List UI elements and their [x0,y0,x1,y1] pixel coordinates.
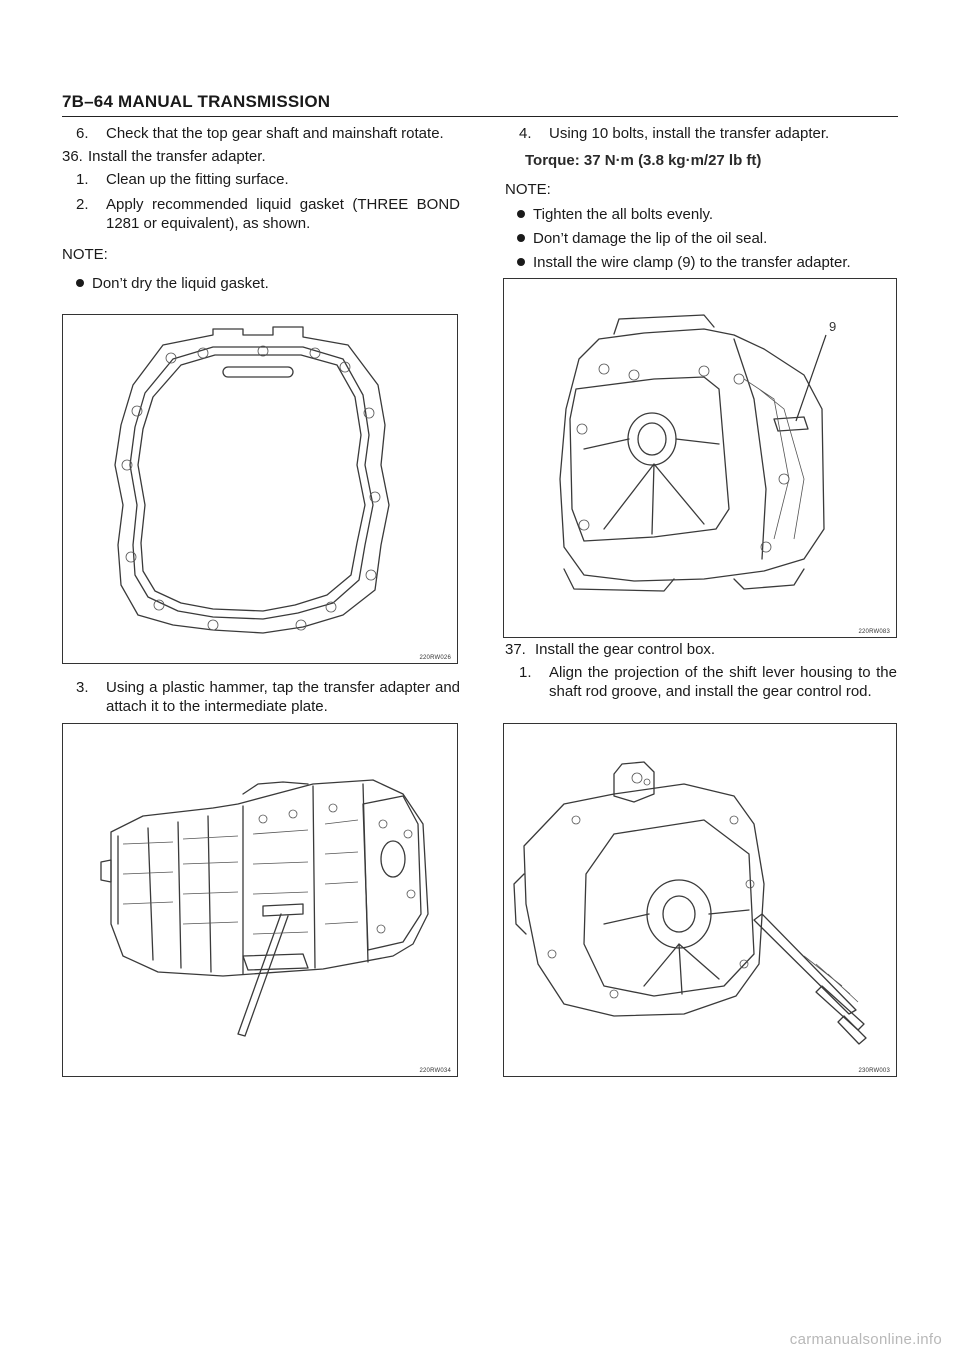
step-number: 1. [76,171,89,188]
step-number: 2. [76,196,89,213]
step-text: Using a plastic hammer, tap the transfer adapter and attach it to the intermediate plate. [106,679,460,715]
torque-spec: Torque: 37 N·m (3.8 kg·m/27 lb ft) [525,152,762,169]
step-number: 1. [519,664,532,681]
note-bullet [68,274,460,293]
step-text: Align the projection of the shift lever housing to the shaft rod groove, and install the gear control rod. [549,664,897,700]
page-title: 7B–64 MANUAL TRANSMISSION [62,92,331,111]
bullet-dot [517,258,525,266]
substep-1 [62,170,460,189]
step-37 [505,640,897,659]
bullet-dot [517,210,525,218]
figure-id: 220RW026 [419,655,451,661]
bullet-text: Don’t dry the liquid gasket. [92,275,269,292]
transmission-hammer-diagram [63,724,457,1076]
transfer-adapter-diagram [504,279,896,637]
step-number: 36. [62,148,83,165]
callout-9: 9 [829,319,837,334]
figure-id: 220RW083 [858,629,890,635]
figure-gear-control-box [503,723,897,1077]
figure-id: 220RW034 [419,1068,451,1074]
step-6 [62,124,460,143]
step-text: Install the transfer adapter. [88,148,266,165]
right-step-37-block [505,640,897,701]
note-bullet [509,229,897,248]
left-step-3-block [62,678,460,716]
substep-3 [62,678,460,716]
substep-1 [505,663,897,701]
step-text: Using 10 bolts, install the transfer adapter. [549,125,830,142]
bullet-dot [76,279,84,287]
step-text: Clean up the fitting surface. [106,171,289,188]
watermark: carmanualsonline.info [789,1331,942,1348]
step-number: 4. [519,125,532,142]
gear-control-box-diagram [504,724,896,1076]
note-label: NOTE: [62,246,108,263]
bullet-dot [517,234,525,242]
bullet-text: Don’t damage the lip of the oil seal. [533,230,768,247]
note-bullet [509,205,897,224]
left-column [62,124,460,293]
figure-id: 230RW003 [858,1068,890,1074]
substep-4 [505,124,897,143]
note-bullet [509,253,897,272]
right-column [505,124,897,272]
bullet-text: Tighten the all bolts evenly. [533,206,714,223]
step-number: 3. [76,679,89,696]
header-rule [62,116,898,117]
figure-gasket [62,314,458,664]
bullet-text: Install the wire clamp (9) to the transfer adapter. [533,254,851,271]
step-text: Apply recommended liquid gasket (THREE BOND 1281 or equivalent), as shown. [106,196,460,232]
gasket-diagram [63,315,457,663]
step-text: Check that the top gear shaft and mainshaft rotate. [106,125,444,142]
step-36 [62,147,460,166]
note-label: NOTE: [505,181,551,198]
substep-2 [62,195,460,233]
figure-transfer-adapter [503,278,897,638]
step-number: 6. [76,125,89,142]
step-number: 37. [505,641,526,658]
figure-transmission-hammer [62,723,458,1077]
step-text: Install the gear control box. [535,641,716,658]
